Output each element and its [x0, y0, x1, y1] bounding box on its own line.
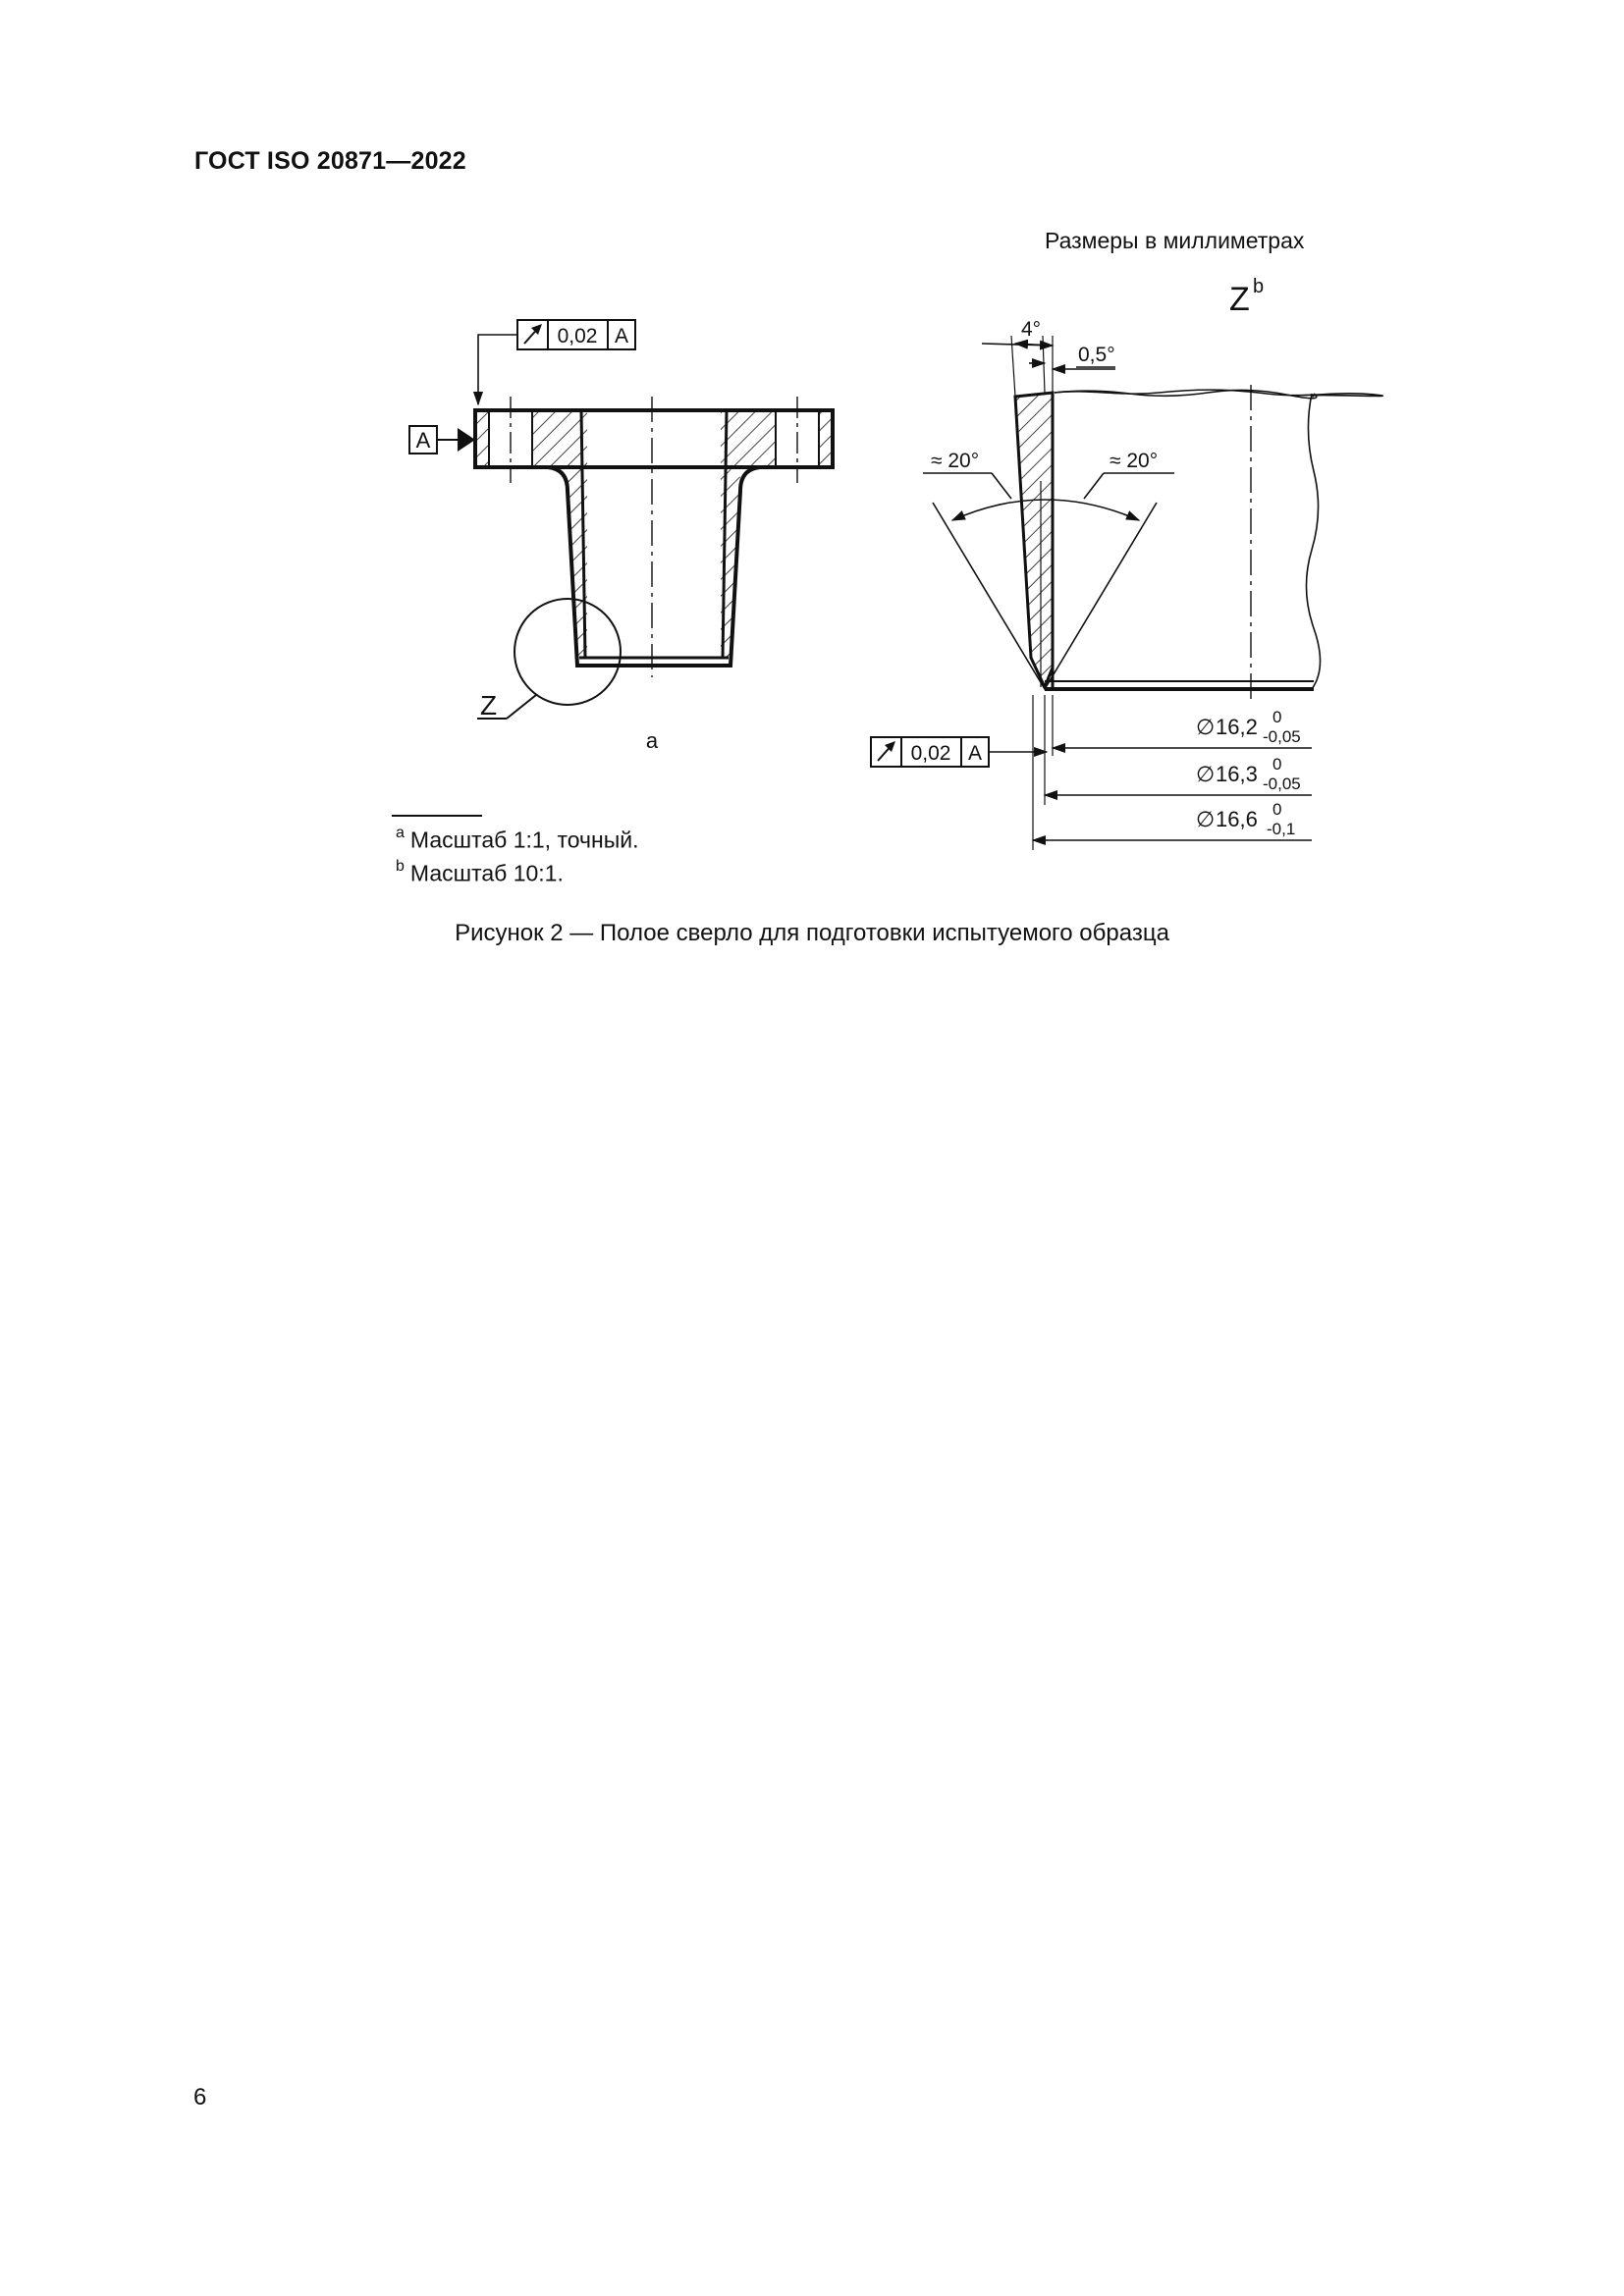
diameter-symbol: ∅ — [1196, 807, 1216, 831]
runout-arrow-icon — [524, 324, 542, 344]
tolerance-frame-right — [871, 737, 1047, 767]
flange-hatch-left-outer — [477, 412, 489, 465]
detail-z-mark: Z — [480, 690, 498, 721]
footnote-rule — [392, 815, 482, 817]
footnote-a — [396, 827, 638, 854]
page-number: 6 — [193, 2084, 207, 2110]
tolerance-value-left: 0,02 — [557, 325, 598, 347]
detail-z-circle — [514, 599, 621, 705]
diameter-nominal: 16,2 — [1216, 715, 1258, 739]
diameter-symbol: ∅ — [1196, 762, 1216, 786]
detail-z-title: Z — [1229, 281, 1250, 318]
footnote-mark: a — [396, 825, 405, 841]
diameter-symbol: ∅ — [1196, 715, 1216, 739]
flange-outline — [475, 410, 833, 467]
diameter-nominal: 16,6 — [1216, 807, 1258, 831]
left-view-scale-ref: a — [645, 728, 659, 753]
angle-top-label: 4° — [1021, 318, 1042, 341]
tolerance-lower: -0,05 — [1263, 774, 1301, 793]
document-header: ГОСТ ISO 20871—2022 — [194, 147, 466, 175]
angle-left-label: ≈ 20° — [931, 450, 980, 472]
datum-triangle-icon — [458, 428, 475, 452]
angle-right-label: ≈ 20° — [1110, 450, 1159, 472]
diameter-nominal: 16,3 — [1216, 762, 1258, 786]
flange-hatch-right-inner — [729, 412, 776, 465]
cutting-edge-hatch — [1015, 393, 1053, 687]
figure-caption: Рисунок 2 — Полое сверло для подготовки испытуемого образца — [455, 920, 1169, 946]
flange-hatch-left-inner — [532, 412, 579, 465]
footnote-mark: b — [396, 858, 405, 875]
tolerance-lower: -0,05 — [1263, 727, 1301, 746]
tolerance-datum-left: A — [614, 325, 629, 347]
units-note: Размеры в миллиметрах — [1045, 228, 1305, 253]
datum-a-letter: A — [415, 428, 431, 453]
tolerance-upper: 0 — [1272, 800, 1282, 819]
runout-arrow-icon — [878, 741, 895, 761]
flange-hatch-right-outer — [819, 412, 831, 465]
tolerance-datum-right: A — [967, 742, 983, 765]
footnote-b — [396, 860, 564, 887]
tolerance-upper: 0 — [1272, 755, 1282, 774]
diameter-dimension-1 — [1196, 708, 1301, 746]
diameter-dimension-3 — [1196, 800, 1295, 838]
diameter-dimension-2 — [1196, 755, 1301, 793]
tolerance-upper: 0 — [1272, 708, 1282, 726]
tolerance-value-right: 0,02 — [910, 742, 951, 765]
footnote-text: Масштаб 1:1, точный. — [409, 827, 639, 853]
angle-small-label: 0,5° — [1078, 344, 1115, 366]
shank-outline — [475, 467, 833, 666]
drill-section-view — [409, 320, 833, 753]
detail-z-title-sup: b — [1253, 276, 1265, 297]
tolerance-lower: -0,1 — [1267, 820, 1296, 838]
detail-z-view — [871, 276, 1382, 850]
tolerance-frame-left — [478, 320, 635, 404]
footnote-text: Масштаб 10:1. — [409, 860, 564, 886]
